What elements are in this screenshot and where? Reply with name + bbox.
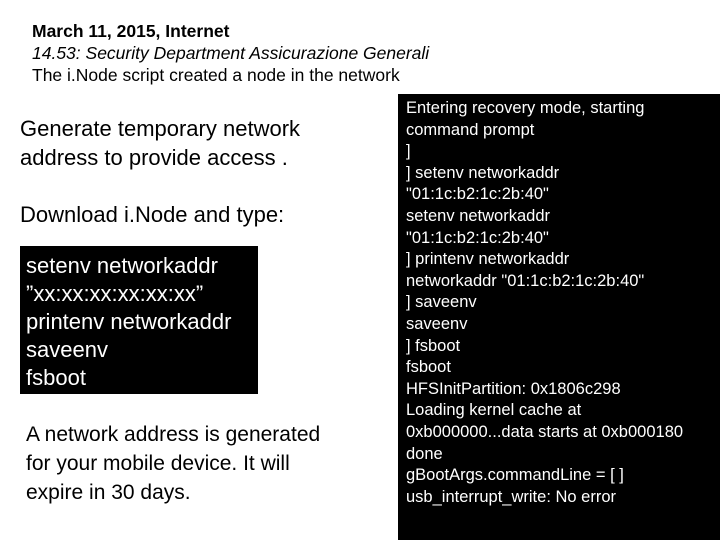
command-line: ”xx:xx:xx:xx:xx:xx” xyxy=(26,281,204,306)
terminal-line: Entering recovery mode, starting xyxy=(406,99,645,117)
terminal-line: gBootArgs.commandLine = [ ] xyxy=(406,466,624,485)
outro-line: A network address is generated xyxy=(26,423,321,446)
outro-text xyxy=(26,420,320,507)
command-box xyxy=(20,246,258,394)
outro-line: for your mobile device. It will xyxy=(26,452,290,475)
outro-line: expire in 30 days. xyxy=(26,481,191,504)
command-line: printenv networkaddr xyxy=(26,309,232,334)
terminal-line: fsboot xyxy=(406,358,451,377)
terminal-line: setenv networkaddr xyxy=(406,206,550,225)
intro-text xyxy=(20,114,300,172)
terminal-output xyxy=(398,94,720,540)
terminal-line: ] saveenv xyxy=(406,293,477,312)
terminal-line: networkaddr "01:1c:b2:1c:2b:40" xyxy=(406,271,645,290)
terminal-line: saveenv xyxy=(406,314,468,333)
terminal-line: ] printenv networkaddr xyxy=(406,250,570,269)
terminal-line: ] xyxy=(406,142,411,161)
download-instruction: Download i.Node and type: xyxy=(20,202,285,227)
terminal-line: "01:1c:b2:1c:2b:40" xyxy=(406,185,549,204)
terminal-line: HFSInitPartition: 0x1806c298 xyxy=(406,379,621,398)
terminal-line: Loading kernel cache at xyxy=(406,401,582,420)
terminal-line: 0xb000000...data starts at 0xb000180 xyxy=(406,422,684,441)
terminal-line: ] setenv networkaddr xyxy=(406,163,560,182)
header-caption: The i.Node script created a node in the network xyxy=(32,65,400,85)
slide-header xyxy=(32,20,532,86)
command-line: saveenv xyxy=(26,337,108,362)
command-line: fsboot xyxy=(26,365,86,390)
terminal-line: command prompt xyxy=(406,120,535,139)
terminal-line: "01:1c:b2:1c:2b:40" xyxy=(406,228,549,247)
terminal-line: done xyxy=(406,444,443,463)
terminal-line: ] fsboot xyxy=(406,336,461,355)
command-line: setenv networkaddr xyxy=(26,253,218,278)
header-subtitle: 14.53: Security Department Assicurazione Generali xyxy=(32,43,430,63)
terminal-line: usb_interrupt_write: No error xyxy=(406,487,617,506)
header-date: March 11, 2015, Internet xyxy=(32,21,230,41)
intro-line: Generate temporary network xyxy=(20,116,301,141)
intro-line: address to provide access . xyxy=(20,145,288,170)
